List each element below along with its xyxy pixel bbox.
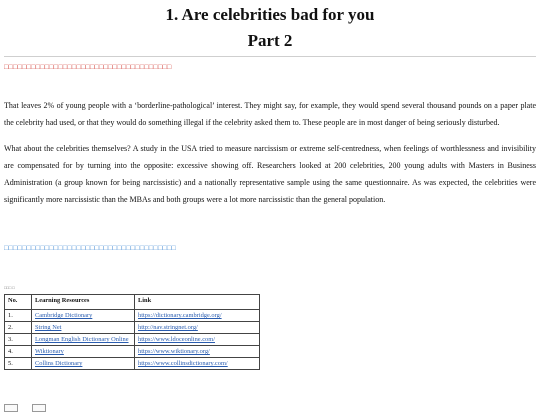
table-header-row	[5, 295, 260, 310]
page-title: 1. Are celebrities bad for you	[165, 5, 375, 24]
page-controls	[4, 399, 56, 417]
row-number: 4.	[5, 346, 32, 358]
resource-name-link[interactable]: Collins Dictionary	[35, 360, 83, 367]
resource-name-link[interactable]: String Net	[35, 324, 62, 331]
row-number: 2.	[5, 322, 32, 334]
resource-url-link[interactable]: https://www.ldoceonline.com/	[138, 336, 215, 343]
resource-url-link[interactable]: http://nav.stringnet.org/	[138, 324, 198, 331]
row-number: 3.	[5, 334, 32, 346]
row-number: 1.	[5, 310, 32, 322]
table-row	[5, 346, 260, 358]
header-no: No.	[5, 295, 32, 310]
table-row	[5, 322, 260, 334]
resource-name-link[interactable]: Longman English Dictionary Online	[35, 336, 129, 343]
resource-url-link[interactable]: https://dictionary.cambridge.org/	[138, 312, 222, 319]
prev-button[interactable]	[4, 404, 18, 412]
table-caption: □□□ □	[4, 285, 15, 290]
title-divider	[4, 56, 536, 57]
table-row	[5, 334, 260, 346]
resource-url-link[interactable]: https://www.collinsdictionary.com/	[138, 360, 228, 367]
page-subtitle: Part 2	[247, 31, 293, 50]
red-banner-text: □□□□□□□□□□□□□□□□□□□□□□□□□□□□□□□□□□□□□	[4, 63, 172, 71]
paragraph-1: That leaves 2% of young people with a ‘borderline-pathological’ interest. They might say, for example, they would spend several thousand pounds on a paper plate the celebrity had used, or that they would do something illegal if the celebrity asked them to. These people are in most danger of being seriously disturbed.	[4, 101, 536, 128]
blue-banner-text: □□□□□□□□□□□□□□□□□□□□□□□□□□□□□□□□□□□□□□	[4, 244, 177, 252]
resource-name-link[interactable]: Wiktionary	[35, 348, 64, 355]
article-body	[4, 97, 536, 217]
table-row	[5, 310, 260, 322]
paragraph-2: What about the celebrities themselves? A study in the USA tried to measure narcissism or extreme self-centredness, when feelings of worthlessness and invisibility are compensated for by turning into the opposite: excessive showing off. Researchers looked at 200 celebrities, 200 young adults with Masters in Business Administration (a group known for being narcissistic) and a nationally representative sample using the same questionnaire. As was expected, the celebrities were significantly more narcissistic than the MBAs and both groups were a lot more narcissistic than the general population.	[4, 143, 536, 205]
table-row	[5, 358, 260, 370]
resource-name-link[interactable]: Cambridge Dictionary	[35, 312, 93, 319]
next-button[interactable]	[32, 404, 46, 412]
resource-url-link[interactable]: https://www.wiktionary.org/	[138, 348, 210, 355]
row-number: 5.	[5, 358, 32, 370]
resources-table	[4, 294, 260, 370]
header-link: Link	[135, 295, 260, 310]
header-resources: Learning Resources	[32, 295, 135, 310]
